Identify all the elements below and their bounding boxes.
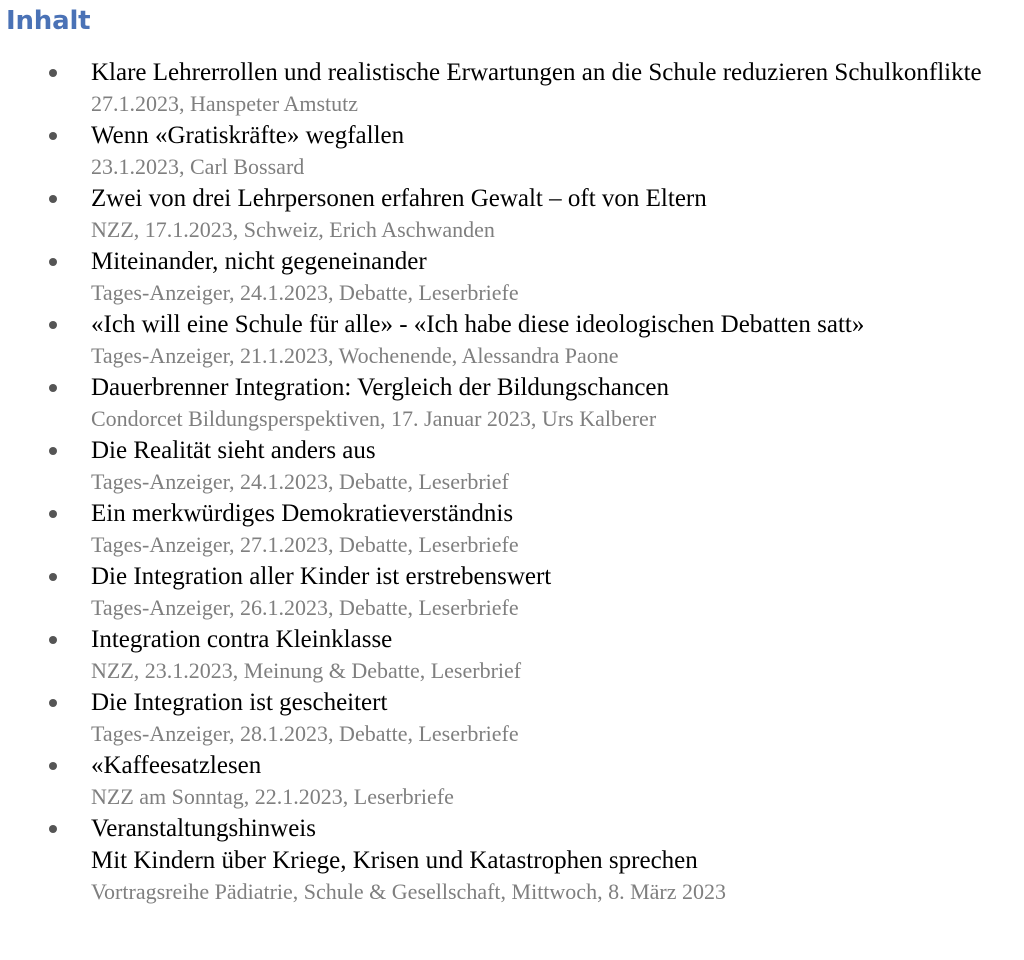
toc-heading: Inhalt [6,6,91,36]
bullet-icon [49,573,57,581]
list-item [0,309,1024,371]
item-meta: Condorcet Bildungsperspektiven, 17. Januar 2023, Urs Kalberer [91,406,657,431]
item-meta: Vortragsreihe Pädiatrie, Schule & Gesellschaft, Mittwoch, 8. März 2023 [91,879,726,904]
list-item [0,183,1024,245]
item-meta: NZZ, 17.1.2023, Schweiz, Erich Aschwanden [91,217,495,242]
list-item [0,813,1024,907]
item-meta: Tages-Anzeiger, 24.1.2023, Debatte, Leserbrief [91,469,509,494]
item-title[interactable]: Klare Lehrerrollen und realistische Erwartungen an die Schule reduzieren Schulkonflikte [91,59,982,86]
item-meta: 23.1.2023, Carl Bossard [91,154,305,179]
item-title[interactable]: «Kaffeesatzlesen [91,752,262,779]
item-meta: Tages-Anzeiger, 28.1.2023, Debatte, Leserbriefe [91,721,519,746]
bullet-icon [49,825,57,833]
item-title[interactable]: Veranstaltungshinweis [91,815,316,842]
item-title[interactable]: Die Realität sieht anders aus [91,437,376,464]
item-title[interactable]: Wenn «Gratiskräfte» wegfallen [91,122,405,149]
list-item [0,435,1024,497]
item-subtitle[interactable]: Mit Kindern über Kriege, Krisen und Katastrophen sprechen [91,847,698,874]
item-meta: NZZ am Sonntag, 22.1.2023, Leserbriefe [91,784,454,809]
list-item [0,246,1024,308]
bullet-icon [49,258,57,266]
item-title[interactable]: Die Integration ist gescheitert [91,689,388,716]
bullet-icon [49,510,57,518]
bullet-icon [49,69,57,77]
toc-list [0,57,1024,908]
bullet-icon [49,636,57,644]
item-meta: Tages-Anzeiger, 24.1.2023, Debatte, Leserbriefe [91,280,519,305]
bullet-icon [49,132,57,140]
item-title[interactable]: Ein merkwürdiges Demokratieverständnis [91,500,514,527]
item-title[interactable]: «Ich will eine Schule für alle» - «Ich habe diese ideologischen Debatten satt» [91,311,865,338]
list-item [0,498,1024,560]
list-item [0,561,1024,623]
list-item [0,624,1024,686]
item-title[interactable]: Integration contra Kleinklasse [91,626,393,653]
bullet-icon [49,762,57,770]
bullet-icon [49,447,57,455]
item-title[interactable]: Miteinander, nicht gegeneinander [91,248,427,275]
item-title[interactable]: Dauerbrenner Integration: Vergleich der Bildungschancen [91,374,670,401]
item-meta: Tages-Anzeiger, 26.1.2023, Debatte, Leserbriefe [91,595,519,620]
item-title[interactable]: Zwei von drei Lehrpersonen erfahren Gewalt – oft von Eltern [91,185,707,212]
bullet-icon [49,195,57,203]
list-item [0,57,1024,119]
list-item [0,750,1024,812]
item-meta: Tages-Anzeiger, 21.1.2023, Wochenende, Alessandra Paone [91,343,619,368]
bullet-icon [49,384,57,392]
list-item [0,120,1024,182]
list-item [0,372,1024,434]
item-title[interactable]: Die Integration aller Kinder ist erstrebenswert [91,563,552,590]
item-meta: Tages-Anzeiger, 27.1.2023, Debatte, Leserbriefe [91,532,519,557]
item-meta: 27.1.2023, Hanspeter Amstutz [91,91,359,116]
list-item [0,687,1024,749]
item-meta: NZZ, 23.1.2023, Meinung & Debatte, Leserbrief [91,658,522,683]
bullet-icon [49,699,57,707]
bullet-icon [49,321,57,329]
